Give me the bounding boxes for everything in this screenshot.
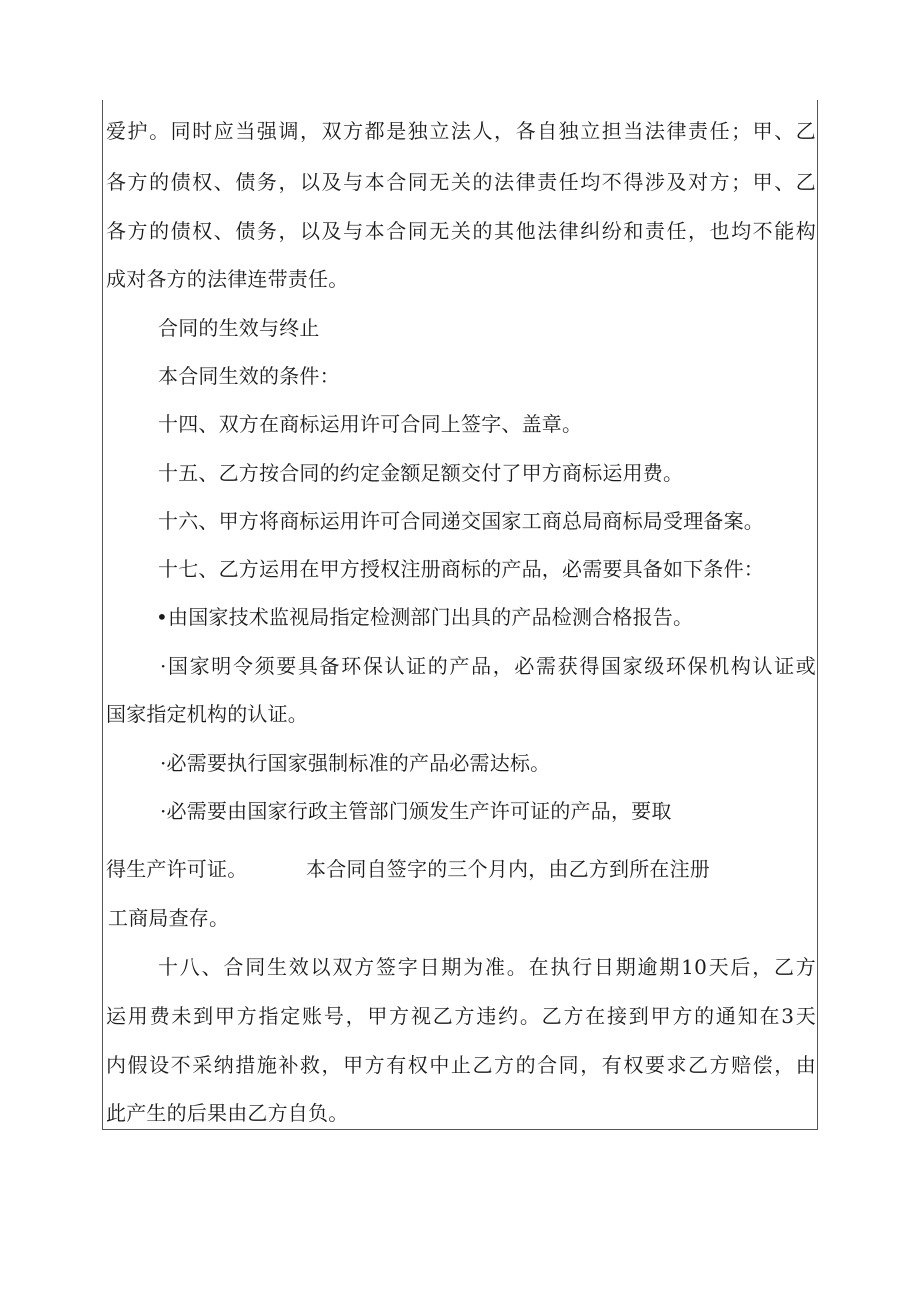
clause-18: 十八、合同生效以双方签字日期为准。在执行日期逾期10天后，乙方 [158,955,816,979]
clause-17: 十七、乙方运用在甲方授权注册商标的产品，必需要具备如下条件： [158,557,764,581]
section-heading: 合同的生效与终止 [158,316,320,340]
paragraph-line: 此产生的后果由乙方自负。 [106,1101,349,1125]
clause-14: 十四、双方在商标运用许可合同上签字、盖章。 [158,412,583,436]
paragraph-line: 本合同自签字的三个月内，由乙方到所在注册 [306,857,710,881]
paragraph-line: 爱护。同时应当强调，双方都是独立法人，各自独立担当法律责任；甲、乙 [106,119,816,143]
paragraph-line: 工商局查存。 [108,906,230,930]
bullet-item: •由国家技术监视局指定检测部门出具的产品检测合格报告。 [156,605,694,629]
bullet-item: ·必需要由国家行政主管部门颁发生产许可证的产品，要取 [160,799,672,823]
paragraph-line: 运用费未到甲方指定账号，甲方视乙方违约。乙方在接到甲方的通知在3天 [106,1004,816,1028]
paragraph-line: 本合同生效的条件： [158,364,340,388]
bullet-item: ·国家明令须要具备环保认证的产品，必需获得国家级环保机构认证或 [160,654,816,678]
clause-15: 十五、乙方按合同的约定金额足额交付了甲方商标运用费。 [158,461,684,485]
clause-16: 十六、甲方将商标运用许可合同递交国家工商总局商标局受理备案。 [158,509,764,533]
paragraph-line: 内假设不采纳措施补救，甲方有权中止乙方的合同，有权要求乙方赔偿，由 [106,1053,816,1077]
paragraph-line: 成对各方的法律连带责任。 [106,267,349,291]
paragraph-line: 各方的债权、债务，以及与本合同无关的法律责任均不得涉及对方；甲、乙 [106,170,816,194]
paragraph-line: 得生产许可证。 [106,857,248,881]
bullet-item: ·必需要执行国家强制标准的产品必需达标。 [160,751,551,775]
paragraph-line: 国家指定机构的认证。 [106,702,308,726]
paragraph-line: 各方的债权、债务，以及与本合同无关的其他法律纠纷和责任，也均不能构 [106,219,816,243]
